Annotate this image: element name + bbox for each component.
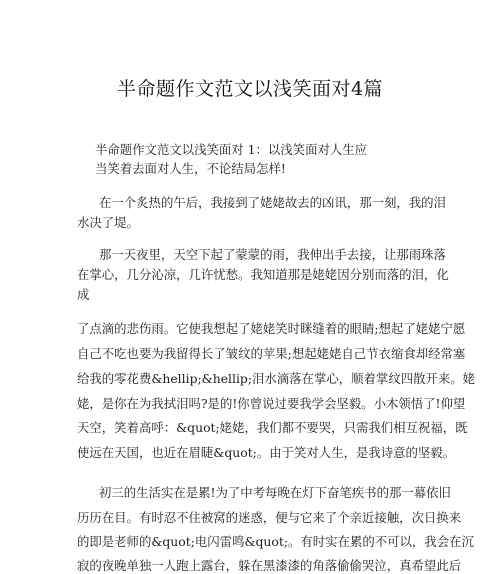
paragraph-3-line-3: 给我的零花费&hellip;&hellip;泪水滴落在掌心，顺着掌纹四散开来。姥 — [77, 371, 476, 386]
intro-line-2: 当笑着去面对人生，不论结局怎样! — [95, 161, 286, 176]
paragraph-1-line-1: 在一个炙热的午后，我接到了姥姥故去的凶讯，那一刻，我的泪 — [99, 195, 446, 210]
intro-paragraph — [95, 140, 455, 180]
paragraph-3 — [77, 319, 476, 479]
paragraph-2-line-1: 那一天夜里，天空下起了蒙蒙的雨，我伸出手去接，让那雨珠落 — [99, 247, 446, 262]
paragraph-1-line-2: 水决了堤。 — [77, 215, 139, 230]
intro-line-1: 半命题作文范文以浅笑面对 1：以浅笑面对人生应 — [95, 142, 368, 157]
paragraph-3-line-1: 了点滴的悲伤雨。它使我想起了姥姥笑时眯缝着的眼睛;想起了姥姥宁愿 — [77, 321, 466, 336]
paragraph-4-line-4: 寂的夜晚单独一人跑上露台，躲在黑漆漆的角落偷偷哭泣，真希望此后 — [77, 558, 462, 573]
paragraph-4-line-3: 的即是老师的&quot;电闪雷鸣&quot;。有时实在累的不可以，我会在沉 — [77, 534, 474, 549]
paragraph-3-line-2: 自己不吃也要为我留得长了皱纹的苹果;想起姥姥自己节衣缩食却经常塞 — [77, 346, 466, 361]
paragraph-4 — [77, 483, 474, 573]
paragraph-2-line-2: 在掌心，几分沁凉，几许忧愁。我知道那是姥姥因分别而落的泪，化 — [77, 267, 449, 282]
paragraph-3-line-6: 使远在天国，也近在眉睫&quot;。由于笑对人生，是我诗意的坚毅。 — [77, 445, 456, 460]
paragraph-2-line-3: 成 — [77, 287, 90, 302]
paragraph-4-line-1: 初三的生活实在是累!为了中考每晚在灯下奋笔疾书的那一幕依旧 — [99, 485, 451, 500]
document-title: 半命题作文范文以浅笑面对4篇 — [116, 78, 384, 100]
paragraph-3-line-4: 姥，是你在为我拭泪吗?是的!你曾说过要我学会坚毅。小木领悟了!仰望 — [77, 396, 466, 411]
paragraph-3-line-5: 天空，笑着高呼：&quot;姥姥，我们都不要哭，只需我们相互祝福，既 — [77, 420, 468, 435]
paragraph-2 — [77, 245, 449, 305]
paragraph-4-line-2: 历历在目。有时忍不住被窝的迷惑，便与它来了个亲近接触，次日换来 — [77, 510, 462, 525]
paragraph-1 — [77, 193, 446, 233]
